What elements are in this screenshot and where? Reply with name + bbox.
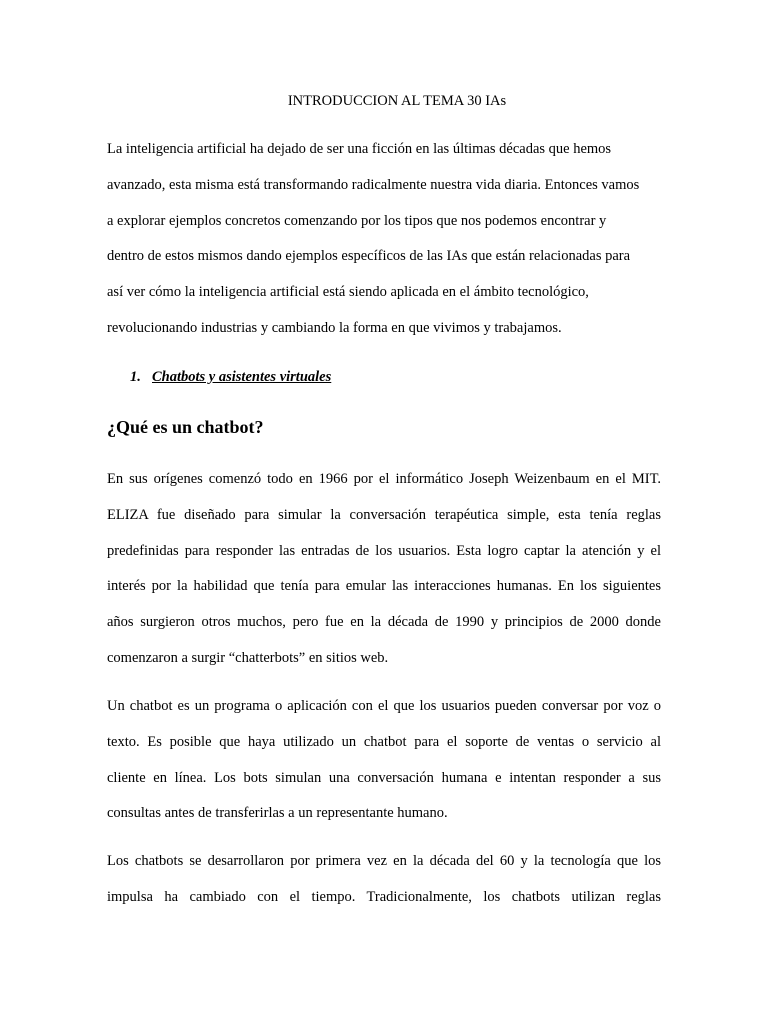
intro-line: revolucionando industrias y cambiando la forma en que vivimos y trabajamos. (107, 320, 562, 336)
list-number: 1. (130, 369, 141, 385)
intro-line: así ver cómo la inteligencia artificial está siendo aplicada en el ámbito tecnológico, (107, 284, 589, 300)
para1-line: ELIZA fue diseñado para simular la conversación terapéutica simple, esta tenía reglas (107, 507, 661, 523)
para1-line: En sus orígenes comenzó todo en 1966 por el informático Joseph Weizenbaum en el MIT. (107, 471, 661, 487)
para2-line: cliente en línea. Los bots simulan una conversación humana e intentan responder a sus (107, 770, 661, 786)
document-title: INTRODUCCION AL TEMA 30 IAs (287, 93, 507, 109)
section-heading: ¿Qué es un chatbot? (107, 417, 264, 437)
para1-line: predefinidas para responder las entradas de los usuarios. Esta logro captar la atención y el (107, 543, 661, 559)
para1-line: años surgieron otros muchos, pero fue en la década de 1990 y principios de 2000 donde (107, 614, 661, 630)
intro-line: avanzado, esta misma está transformando radicalmente nuestra vida diaria. Entonces vamos (107, 177, 640, 193)
para1-line: interés por la habilidad que tenía para emular las interacciones humanas. En los siguientes (107, 578, 661, 594)
para2-line: Un chatbot es un programa o aplicación con el que los usuarios pueden conversar por voz o (107, 698, 661, 714)
para1-line: comenzaron a surgir “chatterbots” en sitios web. (107, 650, 389, 666)
intro-line: La inteligencia artificial ha dejado de ser una ficción en las últimas décadas que hemos (107, 141, 612, 157)
intro-line: a explorar ejemplos concretos comenzando por los tipos que nos podemos encontrar y (107, 213, 607, 229)
para2-line: texto. Es posible que haya utilizado un chatbot para el soporte de ventas o servicio al (107, 734, 661, 750)
list-label: Chatbots y asistentes virtuales (152, 369, 332, 385)
para2-line: consultas antes de transferirlas a un representante humano. (107, 805, 448, 821)
para3-line: impulsa ha cambiado con el tiempo. Tradicionalmente, los chatbots utilizan reglas (107, 889, 661, 905)
list-item-chatbots (130, 367, 331, 387)
intro-line: dentro de estos mismos dando ejemplos específicos de las IAs que están relacionadas para (107, 248, 631, 264)
para3-line: Los chatbots se desarrollaron por primera vez en la década del 60 y la tecnología que los (107, 853, 661, 869)
